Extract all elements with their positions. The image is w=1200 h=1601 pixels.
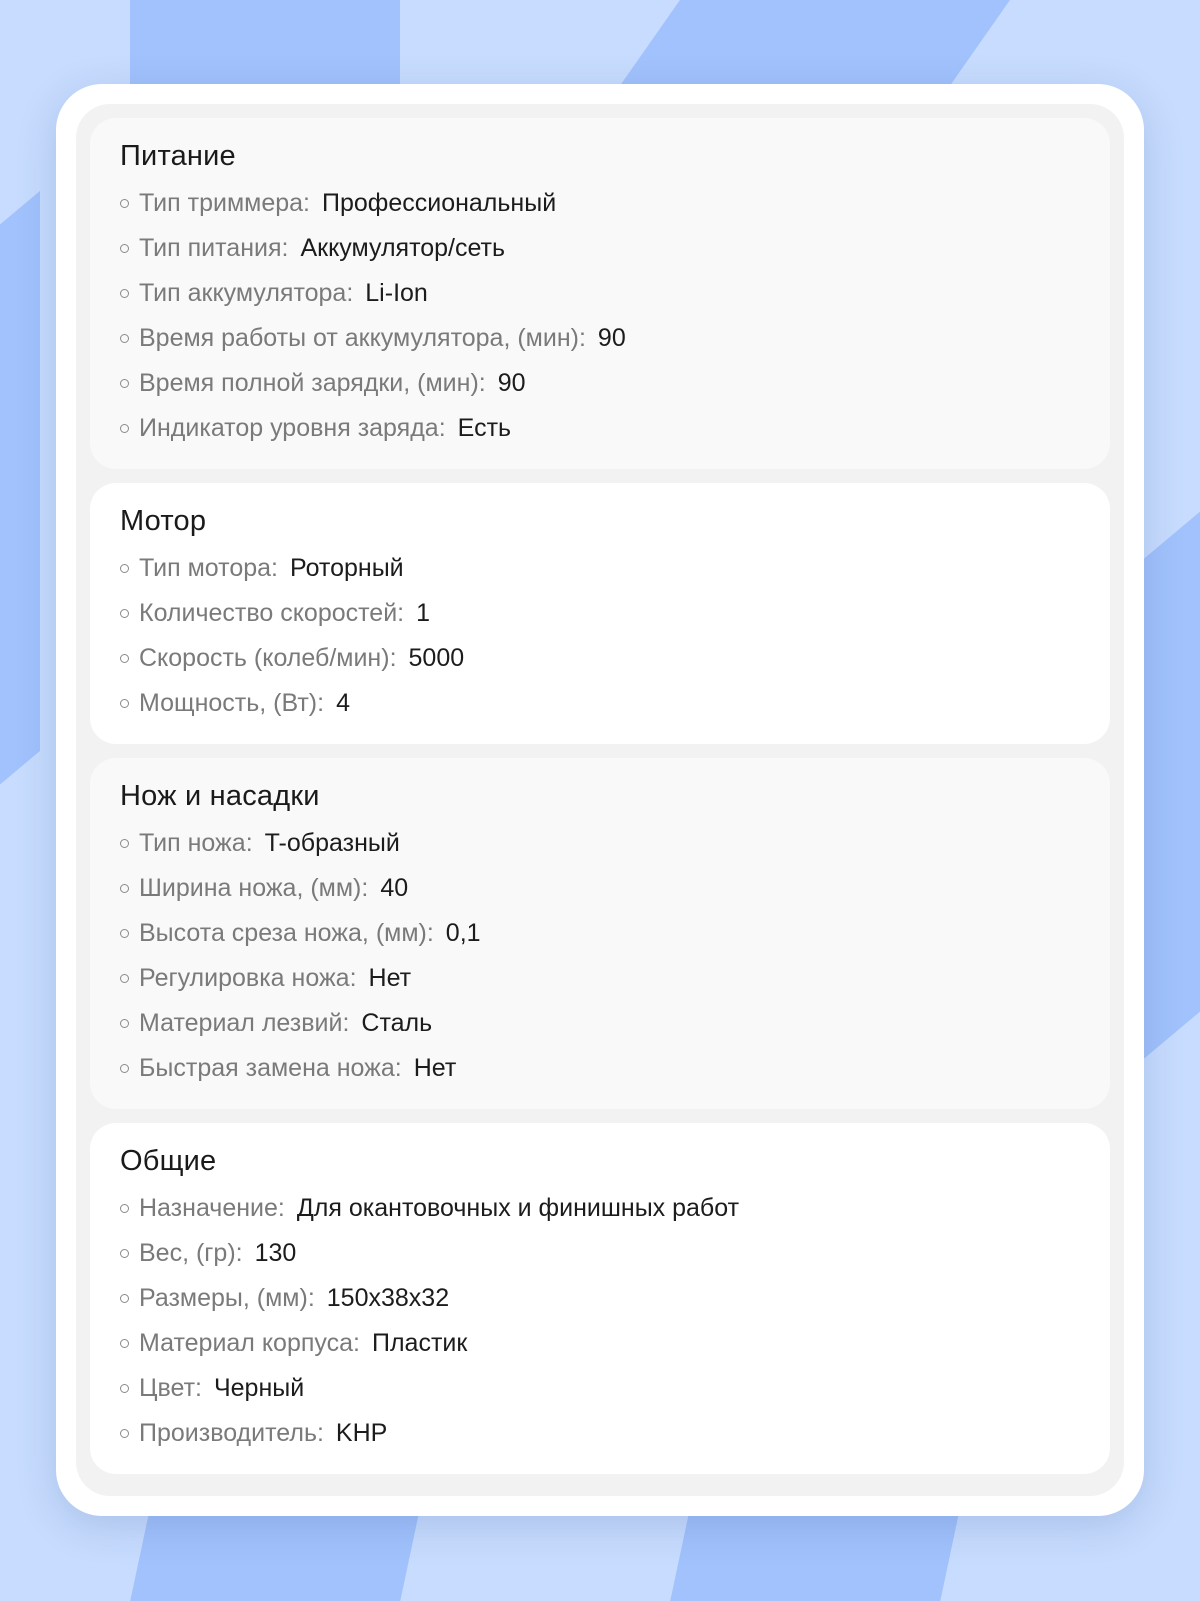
- bullet-icon: [120, 1249, 129, 1258]
- spec-label: Цвет: [139, 1374, 196, 1402]
- bullet-icon: [120, 699, 129, 708]
- bullet-icon: [120, 839, 129, 848]
- spec-label: Тип ножа: [139, 829, 246, 857]
- bullet-icon: [120, 654, 129, 663]
- spec-label: Тип аккумулятора: [139, 279, 347, 307]
- spec-label: Время работы от аккумулятора, (мин): [139, 324, 579, 352]
- bullet-icon: [120, 1019, 129, 1028]
- spec-label: Производитель: [139, 1419, 317, 1447]
- spec-row: Регулировка ножа : Нет: [120, 956, 1080, 1001]
- section-general: [90, 1123, 1110, 1474]
- section-blade: [90, 758, 1110, 1109]
- spec-value: Для окантовочных и финишных работ: [296, 1194, 740, 1222]
- spec-value: KHP: [335, 1419, 388, 1447]
- bullet-icon: [120, 334, 129, 343]
- background-stripe: [0, 191, 40, 969]
- section-title: Мотор: [120, 505, 207, 537]
- bullet-icon: [120, 564, 129, 573]
- spec-value: 4: [336, 689, 350, 717]
- spec-label: Тип питания: [139, 234, 282, 262]
- bullet-icon: [120, 289, 129, 298]
- spec-row: Тип мотора : Роторный: [120, 546, 1080, 591]
- spec-row: Высота среза ножа, (мм) : 0,1: [120, 911, 1080, 956]
- specs-container: [76, 104, 1124, 1496]
- spec-label: Скорость (колеб/мин): [139, 644, 390, 672]
- spec-value: 130: [254, 1239, 297, 1267]
- spec-row: Время полной зарядки, (мин) : 90: [120, 361, 1080, 406]
- spec-label: Тип триммера: [139, 189, 304, 217]
- spec-row: Материал корпуса : Пластик: [120, 1321, 1080, 1366]
- spec-row: Тип аккумулятора : Li-Ion: [120, 271, 1080, 316]
- spec-row: Индикатор уровня заряда : Есть: [120, 406, 1080, 451]
- spec-value: Черный: [213, 1374, 305, 1402]
- spec-value: Роторный: [290, 554, 404, 582]
- spec-value: 90: [597, 324, 626, 352]
- spec-label: Назначение: [139, 1194, 278, 1222]
- spec-label: Регулировка ножа: [139, 964, 350, 992]
- section-motor: [90, 483, 1110, 744]
- spec-value: T-образный: [264, 829, 400, 857]
- spec-label: Быстрая замена ножа: [139, 1054, 395, 1082]
- spec-label: Индикатор уровня заряда: [139, 414, 439, 442]
- spec-row: Время работы от аккумулятора, (мин) : 90: [120, 316, 1080, 361]
- section-power: [90, 118, 1110, 469]
- spec-row: Размеры, (мм) : 150x38x32: [120, 1276, 1080, 1321]
- spec-value: Аккумулятор/сеть: [300, 234, 506, 262]
- spec-value: Пластик: [371, 1329, 468, 1357]
- bullet-icon: [120, 244, 129, 253]
- bullet-icon: [120, 974, 129, 983]
- spec-value: 1: [416, 599, 431, 627]
- bullet-icon: [120, 424, 129, 433]
- spec-label: Время полной зарядки, (мин): [139, 369, 479, 397]
- spec-value: Профессиональный: [321, 189, 557, 217]
- background-stripe: [130, 0, 400, 90]
- spec-label: Материал лезвий: [139, 1009, 343, 1037]
- spec-value: 0,1: [445, 919, 481, 947]
- spec-label: Вес, (гр): [139, 1239, 236, 1267]
- spec-row: Тип питания : Аккумулятор/сеть: [120, 226, 1080, 271]
- specs-card: [56, 84, 1144, 1516]
- bullet-icon: [120, 1384, 129, 1393]
- spec-value: 150x38x32: [326, 1284, 450, 1312]
- spec-label: Материал корпуса: [139, 1329, 354, 1357]
- bullet-icon: [120, 379, 129, 388]
- spec-row: Материал лезвий : Сталь: [120, 1001, 1080, 1046]
- spec-row: Быстрая замена ножа : Нет: [120, 1046, 1080, 1091]
- bullet-icon: [120, 609, 129, 618]
- spec-row: Производитель : KHP: [120, 1411, 1080, 1456]
- spec-row: Цвет : Черный: [120, 1366, 1080, 1411]
- spec-label: Количество скоростей: [139, 599, 398, 627]
- section-title: Питание: [120, 140, 236, 172]
- spec-value: Сталь: [361, 1009, 433, 1037]
- spec-row: Тип триммера : Профессиональный: [120, 181, 1080, 226]
- bullet-icon: [120, 1429, 129, 1438]
- spec-label: Ширина ножа, (мм): [139, 874, 362, 902]
- spec-value: 40: [380, 874, 409, 902]
- spec-row: Ширина ножа, (мм) : 40: [120, 866, 1080, 911]
- spec-label: Высота среза ножа, (мм): [139, 919, 427, 947]
- spec-value: 90: [497, 369, 526, 397]
- spec-value: Li-Ion: [365, 279, 428, 307]
- section-title: Нож и насадки: [120, 780, 320, 812]
- spec-row: Мощность, (Вт) : 4: [120, 681, 1080, 726]
- spec-row: Вес, (гр) : 130: [120, 1231, 1080, 1276]
- spec-row: Скорость (колеб/мин) : 5000: [120, 636, 1080, 681]
- bullet-icon: [120, 199, 129, 208]
- spec-value: 5000: [408, 644, 465, 672]
- spec-row: Тип ножа : T-образный: [120, 821, 1080, 866]
- bullet-icon: [120, 1294, 129, 1303]
- spec-row: Количество скоростей : 1: [120, 591, 1080, 636]
- bullet-icon: [120, 1339, 129, 1348]
- bullet-icon: [120, 1064, 129, 1073]
- section-title: Общие: [120, 1145, 217, 1177]
- bullet-icon: [120, 1204, 129, 1213]
- spec-label: Мощность, (Вт): [139, 689, 318, 717]
- spec-label: Тип мотора: [139, 554, 272, 582]
- spec-value: Нет: [413, 1054, 457, 1082]
- bullet-icon: [120, 884, 129, 893]
- spec-value: Нет: [368, 964, 412, 992]
- spec-row: Назначение : Для окантовочных и финишных работ: [120, 1186, 1080, 1231]
- spec-value: Есть: [457, 414, 512, 442]
- bullet-icon: [120, 929, 129, 938]
- spec-label: Размеры, (мм): [139, 1284, 308, 1312]
